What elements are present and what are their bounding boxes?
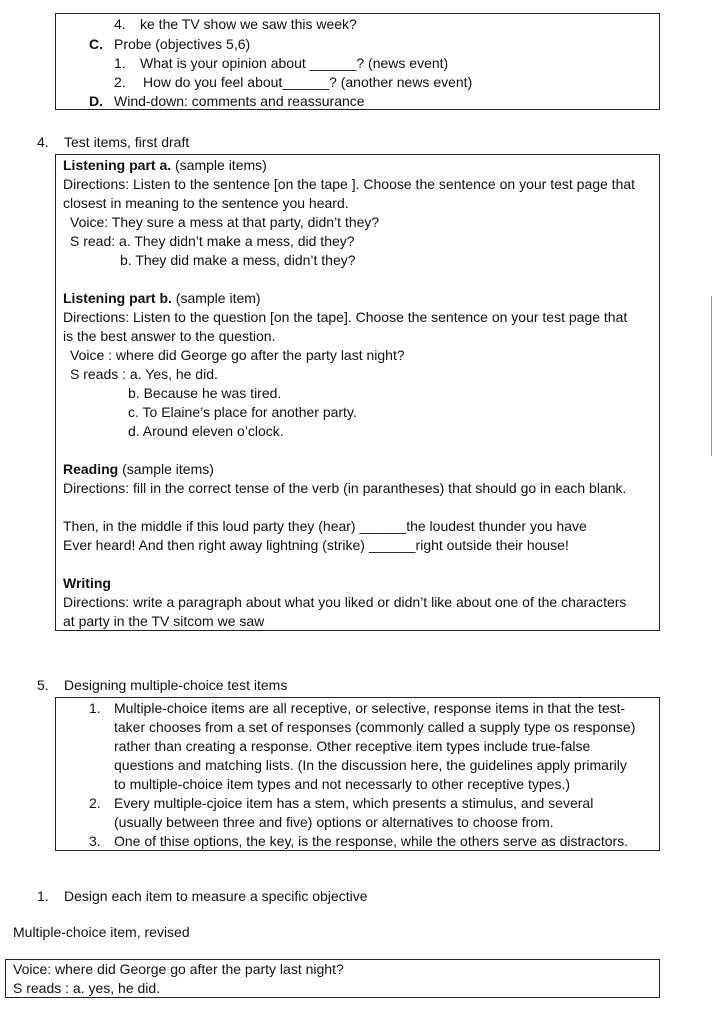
reading-passage-1: Then, in the middle if this loud party they (hear) ______the loudest thunder you have — [63, 518, 587, 534]
outline-sub-1-text: What is your opinion about ______? (news event) — [140, 55, 449, 71]
outline-item-d-letter: D. — [89, 93, 103, 109]
mc-point-3-number: 3. — [89, 833, 101, 849]
revised-item-box — [5, 959, 660, 998]
mc-point-2-line-1: Every multiple-cjoice item has a stem, which presents a stimulus, and several — [114, 795, 594, 811]
listening-b-option-b: b. Because he was tired. — [128, 385, 282, 401]
listening-a-s-read: S read: a. They didn’t make a mess, did they? — [70, 233, 355, 249]
reading-directions: Directions: fill in the correct tense of the verb (in parantheses) that should go in each blank. — [63, 480, 627, 496]
mc-point-1-line-2: taker chooses from a set of responses (commonly called a supply type os response) — [114, 719, 636, 735]
listening-a-directions-1: Directions: Listen to the sentence [on the tape ]. Choose the sentence on your test page that — [63, 176, 636, 192]
section-4-number: 4. — [37, 134, 49, 150]
multiple-choice-box — [55, 697, 660, 851]
reading-heading: Reading — [63, 461, 119, 477]
listening-a-voice: Voice: They sure a mess at that party, didn’t they? — [70, 214, 380, 230]
section-4-title: Test items, first draft — [64, 134, 190, 150]
outline-item-4-number: 4. — [114, 16, 126, 32]
reading-heading-line — [63, 460, 214, 479]
writing-directions-2: at party in the TV sitcom we saw — [63, 613, 265, 629]
outline-box — [55, 13, 660, 110]
reading-passage-2: Ever heard! And then right away lightning (strike) ______right outside their house! — [63, 537, 569, 553]
guideline-1-number: 1. — [37, 888, 49, 904]
listening-a-directions-2: closest in meaning to the sentence you heard. — [63, 195, 349, 211]
test-items-box — [55, 154, 660, 631]
mc-point-2-number: 2. — [89, 795, 101, 811]
listening-b-option-d: d. Around eleven o’clock. — [128, 423, 284, 439]
mc-point-1-line-5: to multiple-choice item types and not necessarly to other receptive types.) — [114, 776, 570, 792]
outline-sub-2-text: How do you feel about______? (another news event) — [143, 74, 473, 90]
reading-heading-note: (sample items) — [122, 461, 214, 477]
listening-b-option-c: c. To Elaine’s place for another party. — [128, 404, 357, 420]
revised-s-reads: S reads : a. yes, he did. — [13, 980, 161, 996]
outline-item-c-letter: C. — [89, 36, 103, 52]
mc-point-1-number: 1. — [89, 700, 101, 716]
listening-b-voice: Voice : where did George go after the party last night? — [70, 347, 405, 363]
outline-item-d-text: Wind-down: comments and reassurance — [114, 93, 365, 109]
mc-point-1-line-4: questions and matching lists. (In the discussion here, the guidelines apply primarily — [114, 757, 627, 773]
listening-a-option-b: b. They did make a mess, didn’t they? — [120, 252, 356, 268]
listening-b-heading: Listening part b. — [63, 290, 172, 306]
guideline-1-text: Design each item to measure a specific objective — [64, 888, 368, 904]
writing-heading: Writing — [63, 575, 111, 591]
listening-b-s-reads: S reads : a. Yes, he did. — [70, 366, 218, 382]
mc-revised-label: Multiple-choice item, revised — [13, 924, 190, 940]
listening-b-heading-line — [63, 289, 261, 308]
outline-sub-2-number: 2. — [114, 74, 126, 90]
listening-a-heading-line — [63, 156, 267, 175]
mc-point-2-line-2: (usually between three and five) options or alternatives to choose from. — [114, 814, 554, 830]
listening-b-directions-1: Directions: Listen to the question [on the tape]. Choose the sentence on your test page that — [63, 309, 628, 325]
listening-b-directions-2: is the best answer to the question. — [63, 328, 276, 344]
listening-b-heading-note: (sample item) — [175, 290, 261, 306]
writing-directions-1: Directions: write a paragraph about what you liked or didn’t like about one of the characters — [63, 594, 627, 610]
revised-voice: Voice: where did George go after the party last night? — [13, 961, 344, 977]
mc-point-1-line-3: rather than creating a response. Other receptive item types include true-false — [114, 738, 591, 754]
listening-a-heading-note: (sample items) — [175, 157, 267, 173]
outline-sub-1-number: 1. — [114, 55, 126, 71]
outline-item-c-text: Probe (objectives 5,6) — [114, 36, 251, 52]
section-5-number: 5. — [37, 677, 49, 693]
mc-point-3-line-1: One of thise options, the key, is the response, while the others serve as distractors. — [114, 833, 629, 849]
margin-rule — [711, 296, 712, 456]
listening-a-heading: Listening part a. — [63, 157, 172, 173]
section-5-title: Designing multiple-choice test items — [64, 677, 288, 693]
mc-point-1-line-1: Multiple-choice items are all receptive, or selective, response items in that the test- — [114, 700, 626, 716]
outline-item-4-text: ke the TV show we saw this week? — [140, 16, 357, 32]
